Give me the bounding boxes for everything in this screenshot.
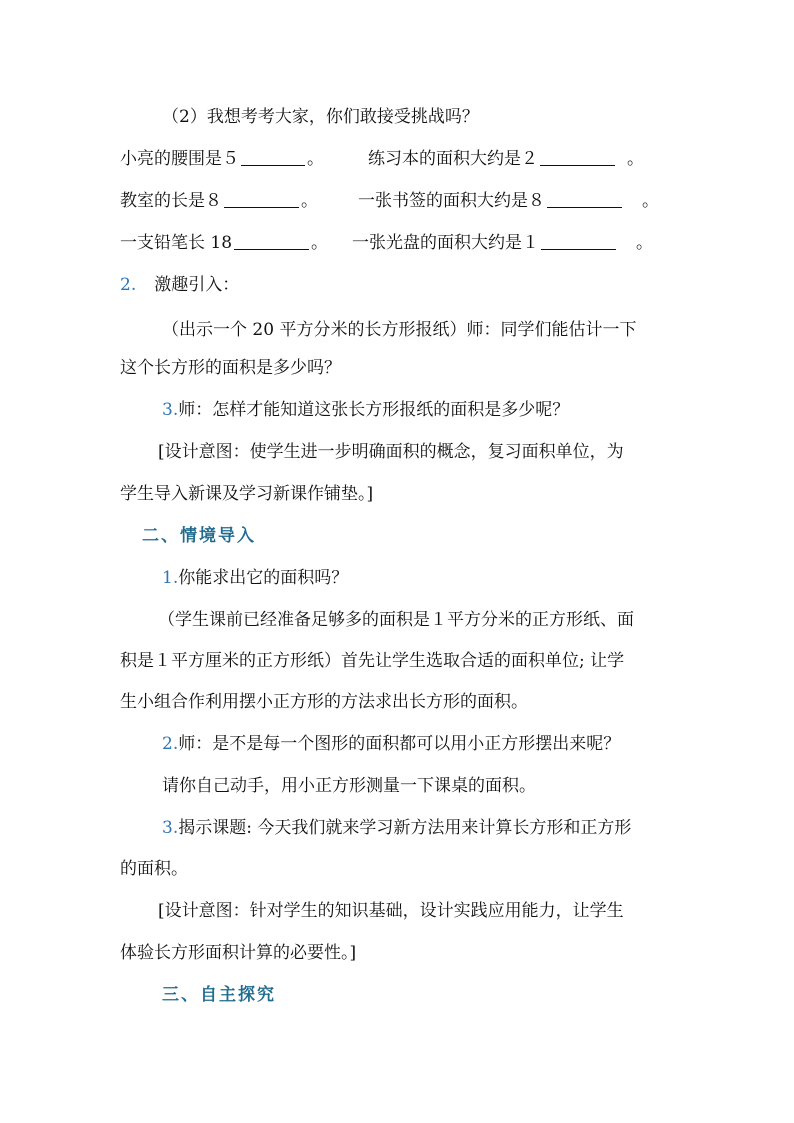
fill-row-1 [120,148,324,170]
item-text: 你能求出它的面积吗？ [178,568,349,588]
period: 。 [636,233,653,253]
answer-blank[interactable] [224,191,299,208]
design-intent-1-l2: 学生导入新课及学习新课作铺垫。] [120,484,374,504]
fill-item-pencil: 一支铅笔长 18 [120,233,233,253]
fill-item-classroom: 教室的长是８ [120,191,222,211]
fill-row-1b [368,148,644,170]
item-text: 师：怎样才能知道这张长方形报纸的面积是多少呢？ [178,400,570,420]
item-text: 揭示课题: 今天我们就来学习新方法用来计算长方形和正方形 [178,818,632,838]
item-number: 1. [162,568,179,588]
item-number: 3. [162,818,179,838]
item-number: 2. [120,275,137,295]
period: 。 [311,233,329,253]
s2-paragraph-l2: 积是１平方厘米的正方形纸）首先让学生选取合适的面积单位; 让学 [120,651,625,671]
fill-row-2 [120,190,318,212]
answer-blank[interactable] [241,149,305,166]
fill-item-notebook: 练习本的面积大约是２ [368,149,538,169]
fill-row-3b [352,232,653,254]
item-number: 2. [162,734,179,754]
period: 。 [627,149,644,169]
answer-blank[interactable] [234,233,309,250]
answer-blank[interactable] [540,149,615,166]
s2-item-1 [162,567,348,589]
fill-item-bookmark: 一张书签的面积大约是８ [358,191,545,211]
paragraph-intro-l1: （出示一个 20 平方分米的长方形报纸）师：同学们能估计一下 [162,320,637,340]
fill-item-disc: 一张光盘的面积大约是１ [352,233,539,253]
item-3 [162,399,569,421]
period: 。 [642,191,659,211]
s2-item-2 [162,733,620,755]
fill-row-2b [358,190,659,212]
paragraph-intro-l2: 这个长方形的面积是多少吗？ [120,358,341,378]
design-intent-2-l2: 体验长方形面积计算的必要性。] [120,943,357,963]
design-intent-2-l1: [设计意图：针对学生的知识基础，设计实践应用能力，让学生 [158,901,624,921]
question-2: （2）我想考考大家，你们敢接受挑战吗？ [162,107,479,127]
s2-paragraph-l3: 生小组合作利用摆小正方形的方法求出长方形的面积。 [120,692,528,712]
item-text: 激趣引入： [154,275,240,295]
item-text: 师：是不是每一个图形的面积都可以用小正方形摆出来呢？ [178,734,621,754]
section-heading-3: 三、自主探究 [162,985,276,1005]
s2-item-2-l2: 请你自己动手，用小正方形测量一下课桌的面积。 [162,776,536,796]
s2-item-3 [162,817,631,839]
section-heading-2: 二、情境导入 [142,526,256,546]
fill-item-waist: 小亮的腰围是５ [120,149,239,169]
period: 。 [301,191,318,211]
fill-row-3 [120,232,328,254]
s2-paragraph-l1: （学生课前已经准备足够多的面积是１平方分米的正方形纸、面 [158,610,634,630]
answer-blank[interactable] [547,191,622,208]
design-intent-1-l1: [设计意图：使学生进一步明确面积的概念，复习面积单位，为 [158,442,624,462]
period: 。 [307,149,324,169]
answer-blank[interactable] [541,233,616,250]
item-2 [120,274,239,296]
s2-item-3-l2: 的面积。 [120,859,188,879]
item-number: 3. [162,400,179,420]
